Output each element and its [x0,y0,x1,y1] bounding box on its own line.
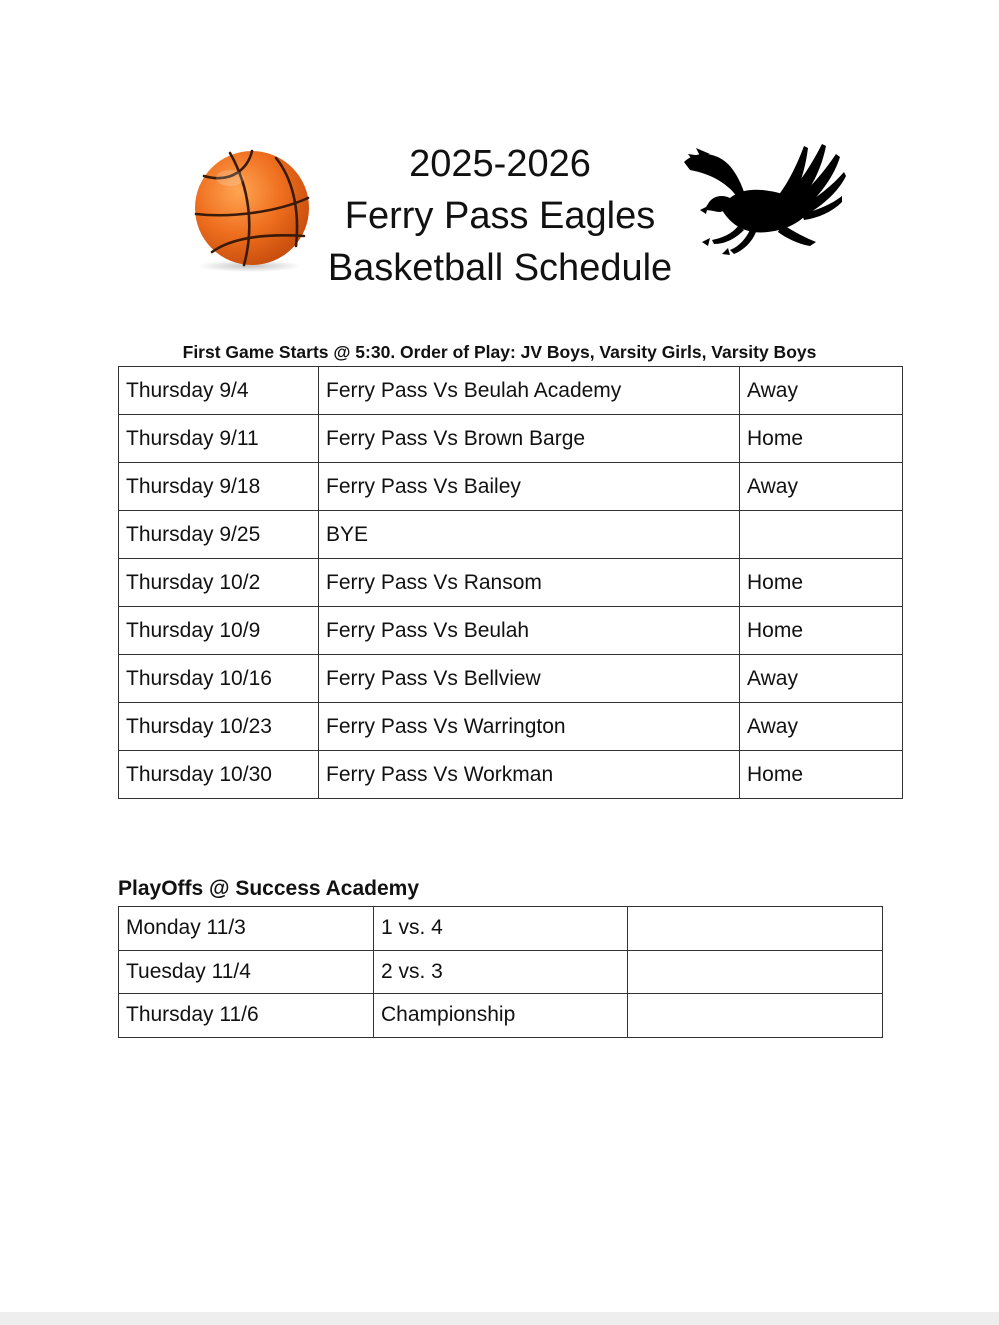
table-row [119,655,903,703]
game-location: Away [740,655,903,703]
table-row [119,511,903,559]
game-location: Away [740,367,903,415]
game-location: Away [740,463,903,511]
regular-season-table [118,366,903,799]
game-date: Thursday 10/2 [119,559,319,607]
title-season: 2025-2026 [409,143,591,185]
playoff-date: Tuesday 11/4 [119,950,374,994]
game-date: Thursday 10/16 [119,655,319,703]
playoff-game: Championship [374,994,628,1038]
table-row [119,463,903,511]
playoff-date: Monday 11/3 [119,907,374,951]
playoff-result [628,994,883,1038]
playoff-result [628,907,883,951]
game-location: Home [740,415,903,463]
game-matchup: Ferry Pass Vs Bellview [319,655,740,703]
playoff-result [628,950,883,994]
basketball-icon [192,148,314,274]
game-time-note: First Game Starts @ 5:30. Order of Play: JV Boys, Varsity Girls, Varsity Boys [182,342,817,362]
table-row [119,907,883,951]
game-date: Thursday 10/30 [119,751,319,799]
game-location: Home [740,751,903,799]
game-matchup: Ferry Pass Vs Beulah [319,607,740,655]
game-matchup: Ferry Pass Vs Warrington [319,703,740,751]
playoff-game: 1 vs. 4 [374,907,628,951]
playoff-date: Thursday 11/6 [119,994,374,1038]
table-row [119,559,903,607]
game-date: Thursday 9/25 [119,511,319,559]
game-location: Home [740,607,903,655]
game-location [740,511,903,559]
game-matchup: Ferry Pass Vs Beulah Academy [319,367,740,415]
table-row [119,994,883,1038]
game-location: Away [740,703,903,751]
game-date: Thursday 9/18 [119,463,319,511]
playoff-game: 2 vs. 3 [374,950,628,994]
game-date: Thursday 10/9 [119,607,319,655]
table-row [119,703,903,751]
page-title [300,138,700,294]
page-bottom-edge [0,1312,999,1325]
table-row [119,950,883,994]
game-date: Thursday 10/23 [119,703,319,751]
table-row [119,751,903,799]
table-row [119,415,903,463]
playoffs-table [118,906,883,1038]
game-matchup: Ferry Pass Vs Ransom [319,559,740,607]
game-location: Home [740,559,903,607]
table-row [119,607,903,655]
game-matchup: BYE [319,511,740,559]
eagle-silhouette-icon [682,140,847,256]
playoffs-heading: PlayOffs @ Success Academy [118,877,420,900]
game-date: Thursday 9/4 [119,367,319,415]
game-matchup: Ferry Pass Vs Bailey [319,463,740,511]
title-team: Ferry Pass Eagles [344,195,656,237]
table-row [119,367,903,415]
title-schedule: Basketball Schedule [327,247,673,289]
game-date: Thursday 9/11 [119,415,319,463]
game-matchup: Ferry Pass Vs Brown Barge [319,415,740,463]
game-matchup: Ferry Pass Vs Workman [319,751,740,799]
